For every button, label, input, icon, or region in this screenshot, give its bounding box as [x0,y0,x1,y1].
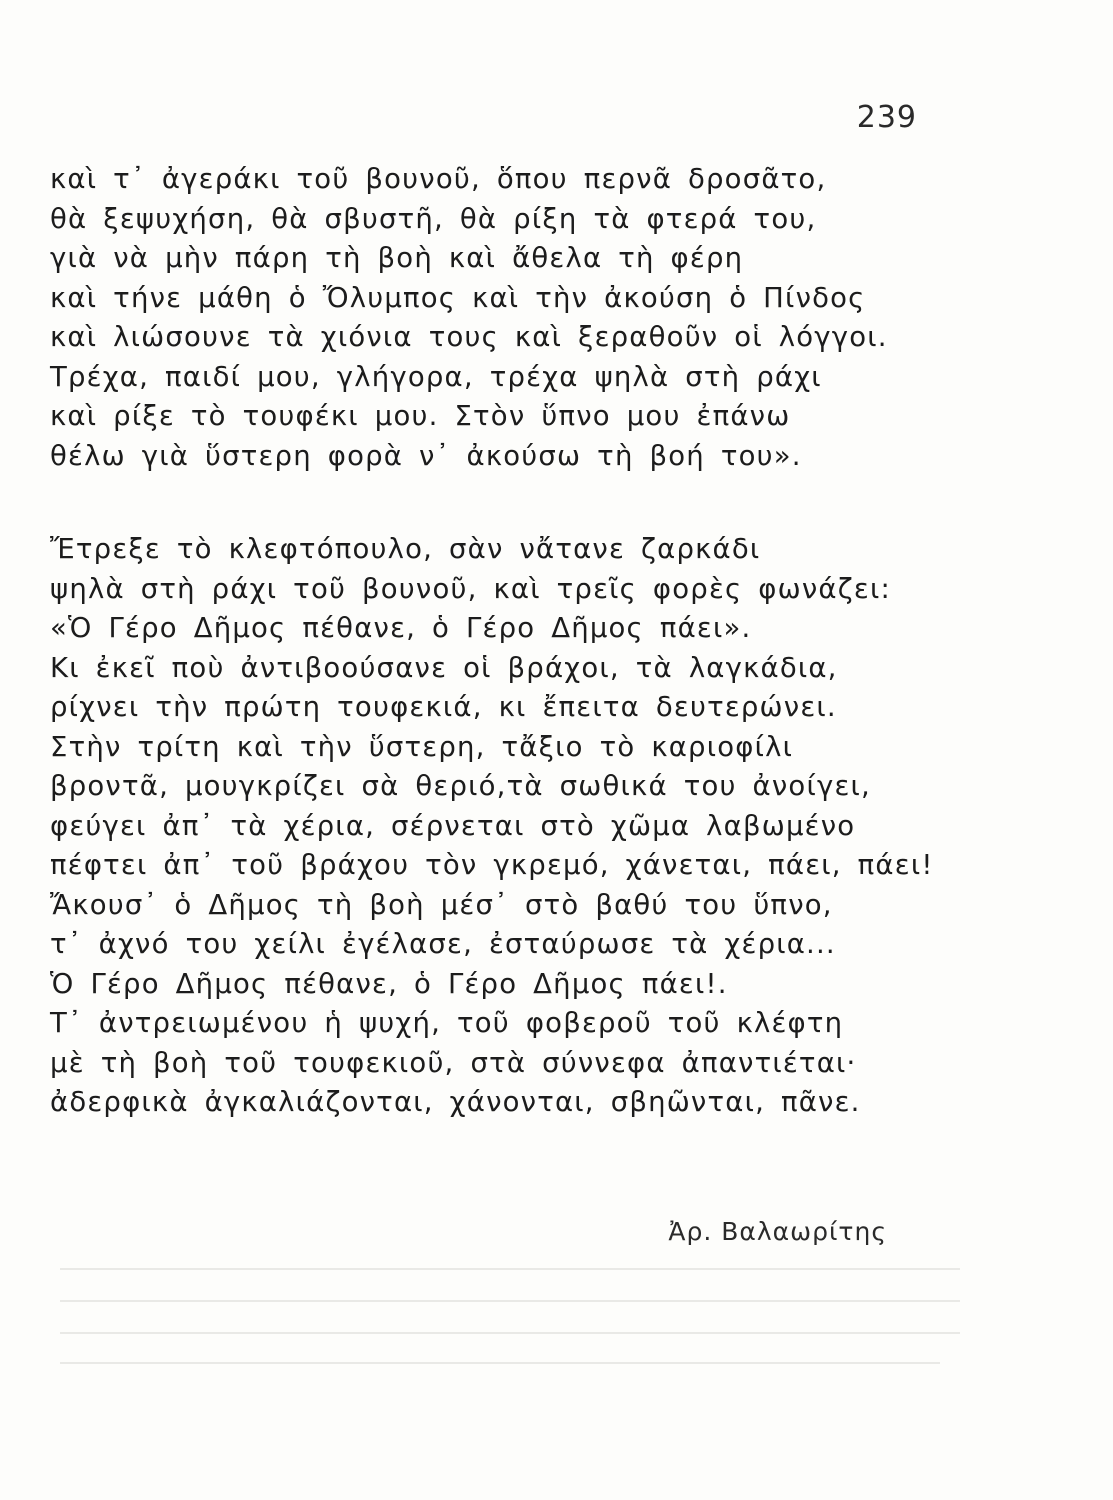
author-signature: Ἀρ. Βαλαωρίτης [668,1217,887,1246]
poem-line: θέλω γιὰ ὕστερη φορὰ ν᾽ ἀκούσω τὴ βοή του». [50,439,802,472]
poem-line: πέφτει ἀπ᾽ τοῦ βράχου τὸν γκρεμό, χάνεται, πάει, πάει! [50,849,934,881]
poem-line: Τ᾽ ἀντρειωμένου ἡ ψυχή, τοῦ φοβεροῦ τοῦ κλέφτη [50,1007,844,1039]
show-through-line [60,1332,960,1334]
poem-line: Ἔτρεξε τὸ κλεφτόπουλο, σὰν νἄτανε ζαρκάδι [50,533,761,565]
poem-line: καὶ τ᾽ ἀγεράκι τοῦ βουνοῦ, ὅπου περνᾶ δροσᾶτο, [50,163,827,195]
show-through-line [60,1268,960,1270]
poem-line: θὰ ξεψυχήση, θὰ σβυστῆ, θὰ ρίξη τὰ φτερά του, [50,202,817,235]
poem-line: τ᾽ ἀχνό του χείλι ἐγέλασε, ἐσταύρωσε τὰ χέρια... [50,928,836,960]
poem-line: καὶ ρίξε τὸ τουφέκι μου. Στὸν ὕπνο μου ἐπάνω [50,400,791,432]
poem-line: μὲ τὴ βοὴ τοῦ τουφεκιοῦ, στὰ σύννεφα ἀπαντιέται· [50,1046,857,1079]
poem-line: φεύγει ἀπ᾽ τὰ χέρια, σέρνεται στὸ χῶμα λαβωμένο [50,809,856,842]
poem-line: βροντᾶ, μουγκρίζει σὰ θεριό,τὰ σωθικά του ἀνοίγει, [50,770,871,802]
poem-line: Στὴν τρίτη καὶ τὴν ὕστερη, τἄξιο τὸ καριοφίλι [50,730,794,763]
show-through-line [60,1362,940,1364]
poem-line: «Ὁ Γέρο Δῆμος πέθανε, ὁ Γέρο Δῆμος πάει». [50,612,752,644]
poem-line: ρίχνει τὴν πρώτη τουφεκιά, κι ἔπειτα δευτερώνει. [50,691,837,723]
poem-line: ψηλὰ στὴ ράχι τοῦ βουνοῦ, καὶ τρεῖς φορὲς φωνάζει: [50,572,891,605]
show-through-line [60,1300,960,1302]
poem-line: Ὁ Γέρο Δῆμος πέθανε, ὁ Γέρο Δῆμος πάει!. [50,967,728,1000]
poem-line: καὶ τήνε μάθη ὁ Ὄλυμπος καὶ τὴν ἀκούση ὁ Πίνδος [50,281,866,314]
poem-line: καὶ λιώσουνε τὰ χιόνια τους καὶ ξεραθοῦν οἱ λόγγοι. [50,321,888,353]
poem-line: Κι ἐκεῖ ποὺ ἀντιβοούσανε οἱ βράχοι, τὰ λαγκάδια, [50,651,838,684]
poem-line: ἀδερφικὰ ἀγκαλιάζονται, χάνονται, σβηῶνται, πᾶνε. [50,1086,861,1118]
stanza-1 [50,160,1010,476]
stanza-2 [50,530,1010,1123]
page-number: 239 [856,100,917,135]
poem-line: Τρέχα, παιδί μου, γλήγορα, τρέχα ψηλὰ στὴ ράχι [50,360,822,393]
poem-line: γιὰ νὰ μὴν πάρη τὴ βοὴ καὶ ἄθελα τὴ φέρη [50,242,744,274]
poem-line: Ἄκουσ᾽ ὁ Δῆμος τὴ βοὴ μέσ᾽ στὸ βαθύ του ὕπνο, [50,888,833,921]
